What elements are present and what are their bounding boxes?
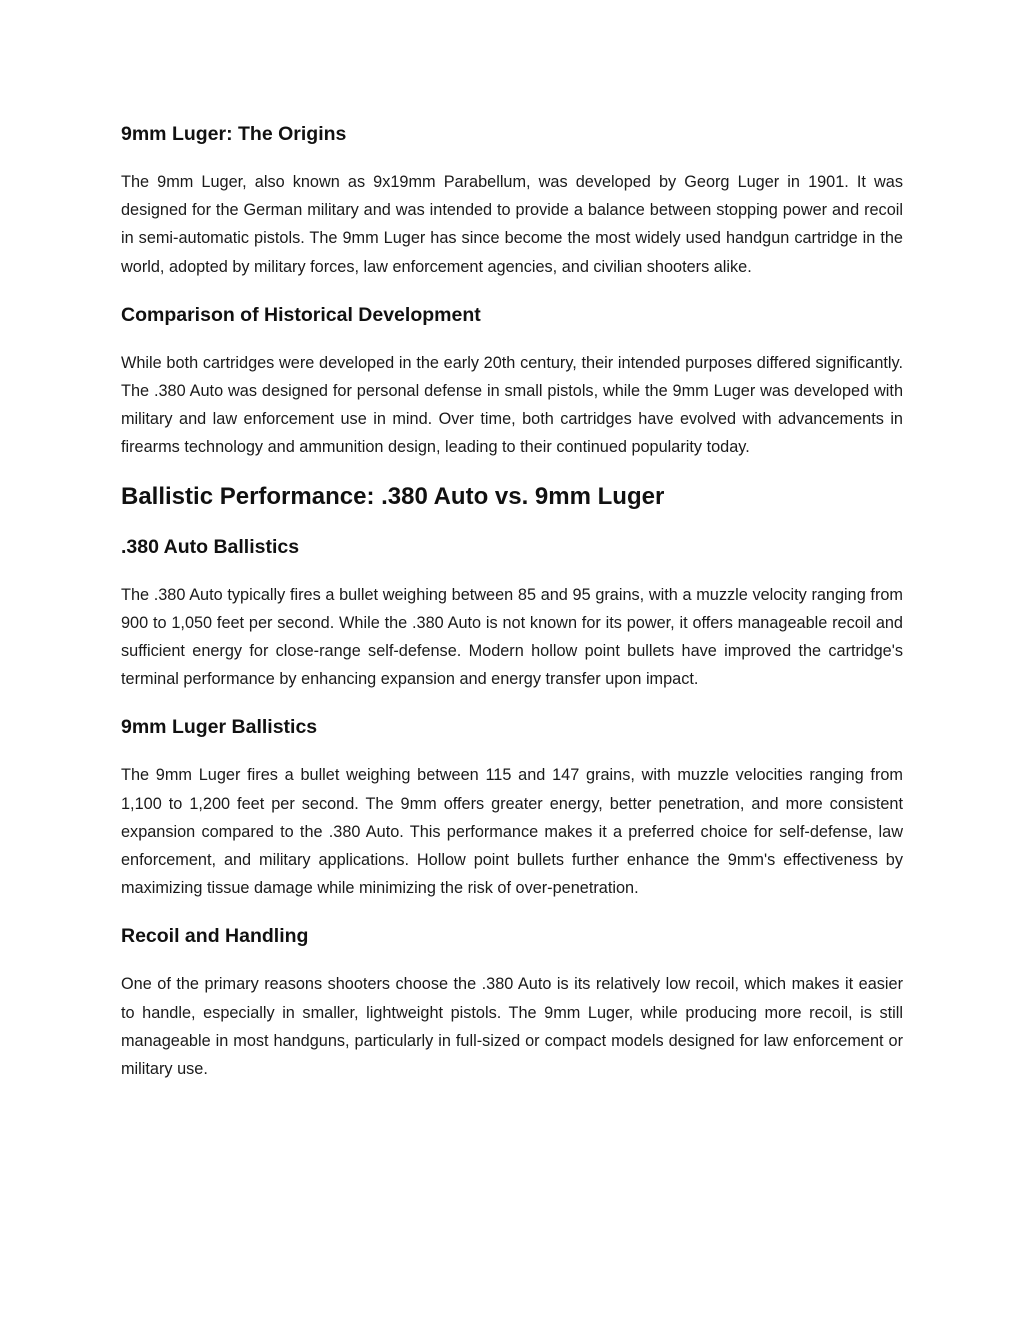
section-heading-history: Comparison of Historical Development: [121, 303, 481, 326]
section-heading-origins: 9mm Luger: The Origins: [121, 123, 347, 145]
section-body-history: While both cartridges were developed in the early 20th century, their intended purposes differed significantly. The .380 Auto was designed for personal defense in small pistols, while the 9mm Luger was developed with military and law enforcement use in mind. Over time, both cartridges have evolved with advancements in firearms technology and ammunition design, leading to their continued popularity today.: [121, 353, 903, 457]
section-heading-380-ballistics: .380 Auto Ballistics: [121, 535, 300, 558]
section-body-380-ballistics: The .380 Auto typically fires a bullet weighing between 85 and 95 grains, with a muzzle velocity ranging from 900 to 1,050 feet per second. While the .380 Auto is not known for its power, it offers manageable recoil and sufficient energy for close-range self-defense. Modern hollow point bullets have improved the cartridge's terminal performance by enhancing expansion and energy transfer upon impact.: [121, 585, 903, 689]
main-heading-ballistics: Ballistic Performance: .380 Auto vs. 9mm Luger: [121, 482, 665, 510]
document-page: [121, 118, 903, 1083]
section-heading-9mm-ballistics: 9mm Luger Ballistics: [121, 716, 318, 739]
section-body-9mm-ballistics: The 9mm Luger fires a bullet weighing between 115 and 147 grains, with muzzle velocities ranging from 1,100 to 1,200 feet per second. The 9mm offers greater energy, better penetration, and more consistent expansion compared to the .380 Auto. This performance makes it a preferred choice for self-defense, law enforcement, and military applications. Hollow point bullets further enhance the 9mm's effectiveness by maximizing tissue damage while minimizing the risk of over-penetration.: [121, 766, 903, 898]
section-body-origins: The 9mm Luger, also known as 9x19mm Parabellum, was developed by Georg Luger in 1901. It was designed for the German military and was intended to provide a balance between stopping power and recoil in semi-automatic pistols. The 9mm Luger has since become the most widely used handgun cartridge in the world, adopted by military forces, law enforcement agencies, and civilian shooters alike.: [121, 173, 903, 276]
section-heading-recoil: Recoil and Handling: [121, 925, 309, 948]
section-body-recoil: One of the primary reasons shooters choose the .380 Auto is its relatively low recoil, which makes it easier to handle, especially in smaller, lightweight pistols. The 9mm Luger, while producing more recoil, is still manageable in most handguns, particularly in full-sized or compact models designed for law enforcement or military use.: [121, 975, 903, 1079]
